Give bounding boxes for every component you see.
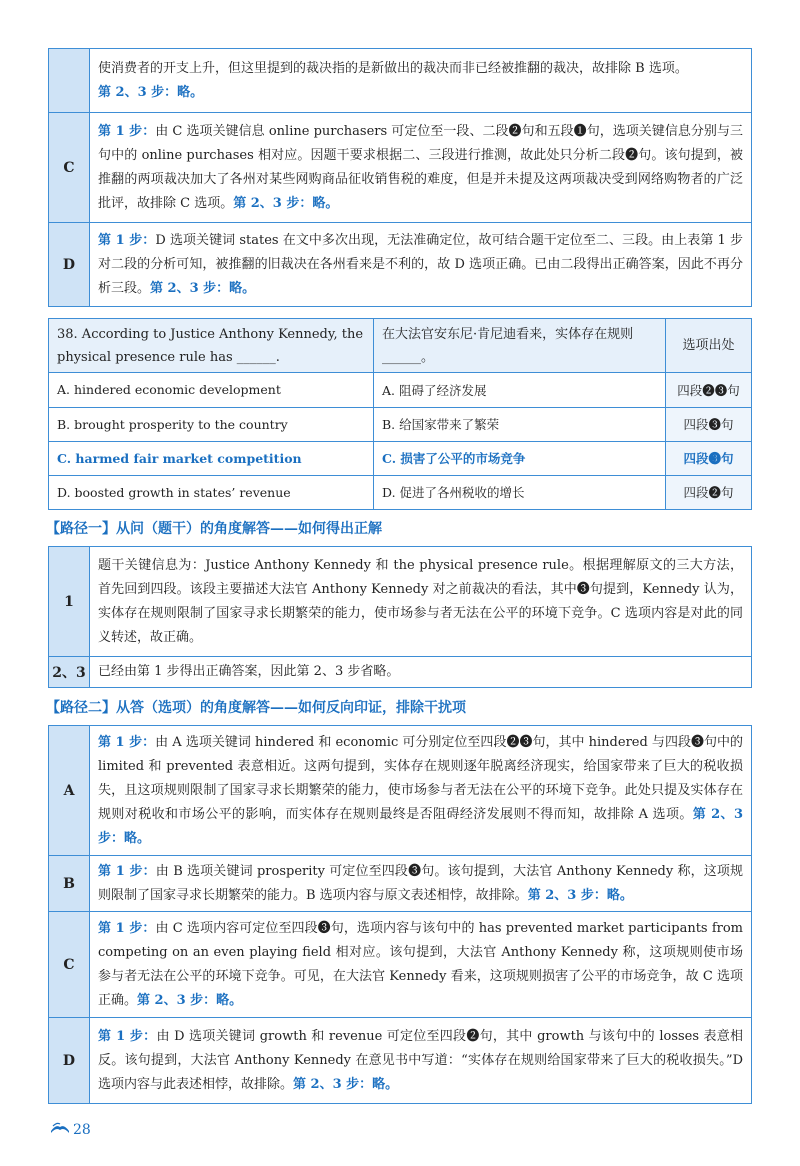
page-footer [50,1121,91,1139]
table-row [49,657,752,688]
steps-note: 第 2、3 步：略。 [233,195,339,211]
row-label: 1 [49,547,90,657]
table-row [49,547,752,657]
step1-label: 第 1 步： [98,1028,157,1044]
option-row [49,373,752,407]
book-icon [50,1121,70,1139]
row-text: 题干关键信息为：Justice Anthony Kennedy 和 the physical presence rule。根据理解原文的三大方法，首先回到四段。该段主要描述大法官 Anthony Kennedy 对之前裁决的看法，其中❸句提到，Kennedy 认为，实体存在规则限制了国家寻求长期繁荣的能力，使市场参与者无法在公平的环境下竞争。C 选项内容是对此的同义转述，故正确。 [90,547,752,657]
question-stem-cn: 在大法官安东尼·肯尼迪看来，实体存在规则______。 [374,319,666,373]
table-row [49,223,752,307]
table-row [49,1018,752,1104]
steps-note: 第 2、3 步：略。 [150,280,256,296]
option-en: D. boosted growth in states’ revenue [49,475,374,509]
table-row [49,912,752,1018]
table-row [49,113,752,223]
row-text [90,49,752,113]
steps-note: 第 2、3 步：略。 [293,1076,399,1092]
step1-label: 第 1 步： [98,232,156,248]
step1-label: 第 1 步： [98,734,156,750]
option-cn: C. 损害了公平的市场竞争 [374,441,666,475]
question-table [48,318,752,510]
row-text [90,912,752,1018]
analysis-text: 由 C 选项内容可定位至四段❸句，选项内容与该句中的 has prevented market participants from competing on an even playing field 相对应。该句提到，大法官 Anthony Kennedy 称，这项规则使市场参与者无法在公平的环境下竞争。可见，在大法官 Kennedy 看来，这项规则损害了公平的市场竞争，故 C 选项正确。 [98,920,743,1008]
step1-label: 第 1 步： [98,123,156,139]
continued-text: 使消费者的开支上升，但这里提到的裁决指的是新做出的裁决而非已经被推翻的裁决，故排除 B 选项。 [98,60,688,76]
row-label: A [49,726,90,856]
option-source: 四段❷句 [666,475,752,509]
steps-note: 第 2、3 步：略。 [98,806,743,846]
path2-table [48,725,752,1104]
analysis-text: 由 B 选项关键词 prosperity 可定位至四段❸句。该句提到，大法官 Anthony Kennedy 称，这项规则限制了国家寻求长期繁荣的能力。B 选项内容与原文表述相悖，故排除。 [98,863,744,903]
analysis-text: D 选项关键词 states 在文中多次出现，无法准确定位，故可结合题干定位至二、三段。由上表第 1 步对二段的分析可知，被推翻的旧裁决在各州看来是不利的，故 D 选项正确。已由二段得出正确答案，因此不再分析三段。 [98,232,743,296]
steps-note: 第 2、3 步：略。 [527,887,633,903]
row-label: C [49,113,90,223]
row-text [90,113,752,223]
option-cn: B. 给国家带来了繁荣 [374,407,666,441]
row-text [90,223,752,307]
table-row [49,856,752,912]
path1-table [48,546,752,688]
source-header: 选项出处 [666,319,752,373]
steps-note: 第 2、3 步：略。 [137,992,243,1008]
row-label: B [49,856,90,912]
option-en: A. hindered economic development [49,373,374,407]
row-label [49,49,90,113]
row-label: D [49,1018,90,1104]
option-cn: A. 阻碍了经济发展 [374,373,666,407]
path1-title: 【路径一】从问（题干）的角度解答——如何得出正解 [46,521,382,537]
option-row-correct [49,441,752,475]
step1-label: 第 1 步： [98,863,156,879]
row-text: 已经由第 1 步得出正确答案，因此第 2、3 步省略。 [90,657,752,688]
row-label: D [49,223,90,307]
step1-label: 第 1 步： [98,920,156,936]
table-row [49,49,752,113]
option-en: C. harmed fair market competition [49,441,374,475]
question-header-row [49,319,752,373]
option-row [49,407,752,441]
row-label: 2、3 [49,657,90,688]
question-stem-en: 38. According to Justice Anthony Kennedy, the physical presence rule has ______. [49,319,374,373]
steps-note: 第 2、3 步：略。 [98,84,204,100]
option-source: 四段❷❸句 [666,373,752,407]
row-text [90,1018,752,1104]
row-text [90,856,752,912]
row-text [90,726,752,856]
option-cn: D. 促进了各州税收的增长 [374,475,666,509]
option-source: 四段❸句 [666,441,752,475]
path2-title: 【路径二】从答（选项）的角度解答——如何反向印证，排除干扰项 [46,700,466,716]
analysis-text: 由 A 选项关键词 hindered 和 economic 可分别定位至四段❷❸句，其中 hindered 与四段❸句中的 limited 和 prevented 表意相近。这两句提到，实体存在规则逐年脱离经济现实，给国家带来了巨大的税收损失，且这项规则限制了国家寻求长期繁荣的能力，使市场参与者无法在公平的环境下竞争。此处只提及实体存在规则对税收和市场公平的影响，而实体存在规则最终是否阻碍经济发展则不得而知，故排除 A 选项。 [98,734,743,822]
option-source: 四段❸句 [666,407,752,441]
row-label: C [49,912,90,1018]
option-row [49,475,752,509]
page-number: 28 [73,1122,91,1138]
top-analysis-table [48,48,752,307]
table-row [49,726,752,856]
analysis-text: 由 C 选项关键信息 online purchasers 可定位至一段、二段❷句和五段❶句，选项关键信息分别与三句中的 online purchases 相对应。因题干要求根据二、三段进行推测，故此处只分析二段❷句。该句提到，被推翻的两项裁决加大了各州对某些网购商品征收销售税的难度，但是并未提及这两项裁决受到网络购物者的广泛批评，故排除 C 选项。 [98,123,743,211]
analysis-text: 由 D 选项关键词 growth 和 revenue 可定位至四段❷句，其中 growth 与该句中的 losses 表意相反。该句提到，大法官 Anthony Kennedy 在意见书中写道：“实体存在规则给国家带来了巨大的税收损失。”D 选项内容与此表述相悖，故排除。 [98,1028,743,1092]
option-en: B. brought prosperity to the country [49,407,374,441]
